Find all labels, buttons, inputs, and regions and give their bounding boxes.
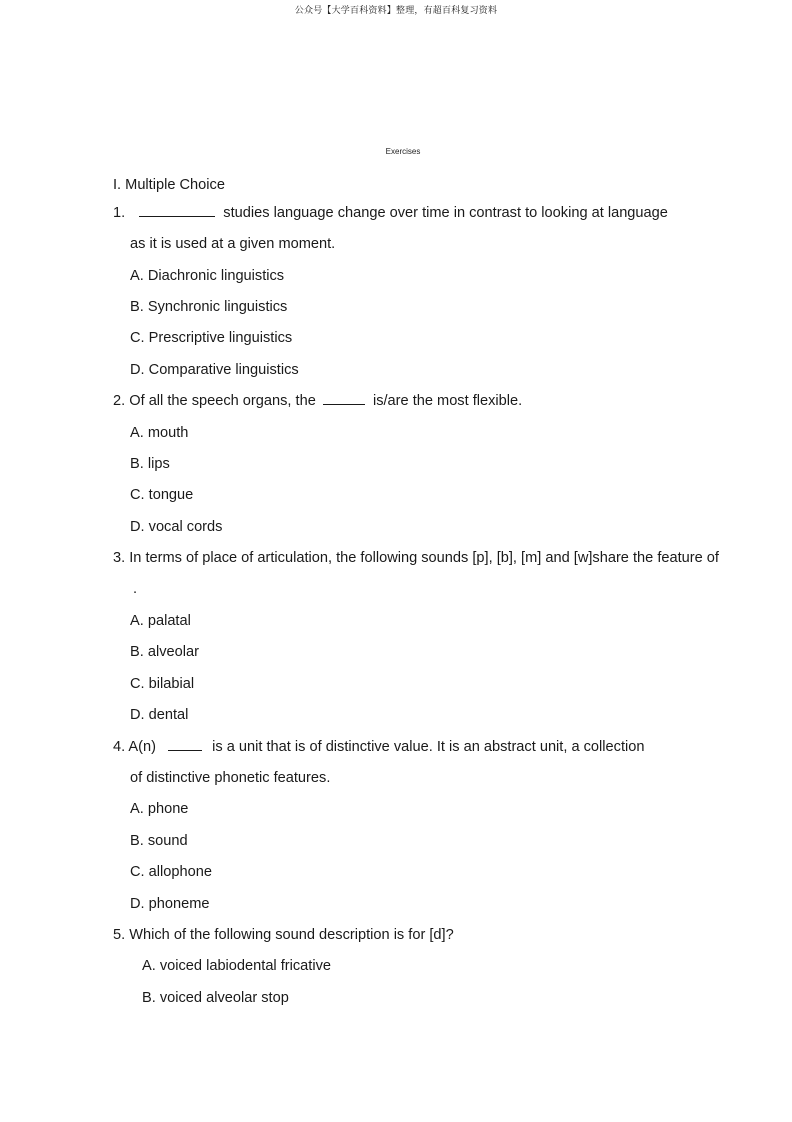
page-header-watermark: 公众号【大学百科资料】整理，有超百科复习资料 <box>294 6 498 16</box>
question-number: 1. <box>113 205 126 221</box>
question-3-continuation: . <box>133 581 138 597</box>
option-4d: D. phoneme <box>130 896 210 912</box>
option-2d: D. vocal cords <box>130 519 223 535</box>
document-title: Exercises <box>385 147 421 156</box>
answer-blank <box>139 216 215 217</box>
option-3b: B. alveolar <box>130 644 199 660</box>
question-text: A(n) <box>128 739 156 755</box>
question-4-continuation: of distinctive phonetic features. <box>130 770 331 786</box>
question-number: 3. <box>113 550 126 566</box>
option-2c: C. tongue <box>130 487 194 503</box>
option-2a: A. mouth <box>130 425 189 441</box>
option-4c: C. allophone <box>130 864 212 880</box>
option-5b: B. voiced alveolar stop <box>142 990 289 1006</box>
question-2 <box>113 392 522 410</box>
option-3d: D. dental <box>130 707 189 723</box>
question-text: studies language change over time in contrast to looking at language <box>223 205 668 221</box>
option-2b: B. lips <box>130 456 170 472</box>
option-1d: D. Comparative linguistics <box>130 362 299 378</box>
question-4 <box>113 738 644 756</box>
question-text: In terms of place of articulation, the following sounds [p], [b], [m] and [w]share the feature of <box>129 550 719 566</box>
answer-blank <box>168 750 202 751</box>
question-text: Of all the speech organs, the <box>129 393 316 409</box>
question-number: 2. <box>113 393 126 409</box>
question-3 <box>113 549 719 567</box>
section-title: I. Multiple Choice <box>113 177 225 193</box>
question-number: 4. <box>113 739 126 755</box>
option-1c: C. Prescriptive linguistics <box>130 330 293 346</box>
option-4b: B. sound <box>130 833 188 849</box>
option-3c: C. bilabial <box>130 676 195 692</box>
option-3a: A. palatal <box>130 613 191 629</box>
option-1b: B. Synchronic linguistics <box>130 299 288 315</box>
question-1 <box>113 204 668 222</box>
option-1a: A. Diachronic linguistics <box>130 268 285 284</box>
question-5 <box>113 926 454 944</box>
question-text: is a unit that is of distinctive value. It is an abstract unit, a collection <box>212 739 645 755</box>
question-number: 5. <box>113 927 126 943</box>
question-text: is/are the most flexible. <box>372 393 523 409</box>
option-5a: A. voiced labiodental fricative <box>142 958 332 974</box>
answer-blank <box>323 404 365 405</box>
question-text: Which of the following sound description is for [d]? <box>129 927 454 943</box>
question-1-continuation: as it is used at a given moment. <box>130 236 336 252</box>
option-4a: A. phone <box>130 801 189 817</box>
